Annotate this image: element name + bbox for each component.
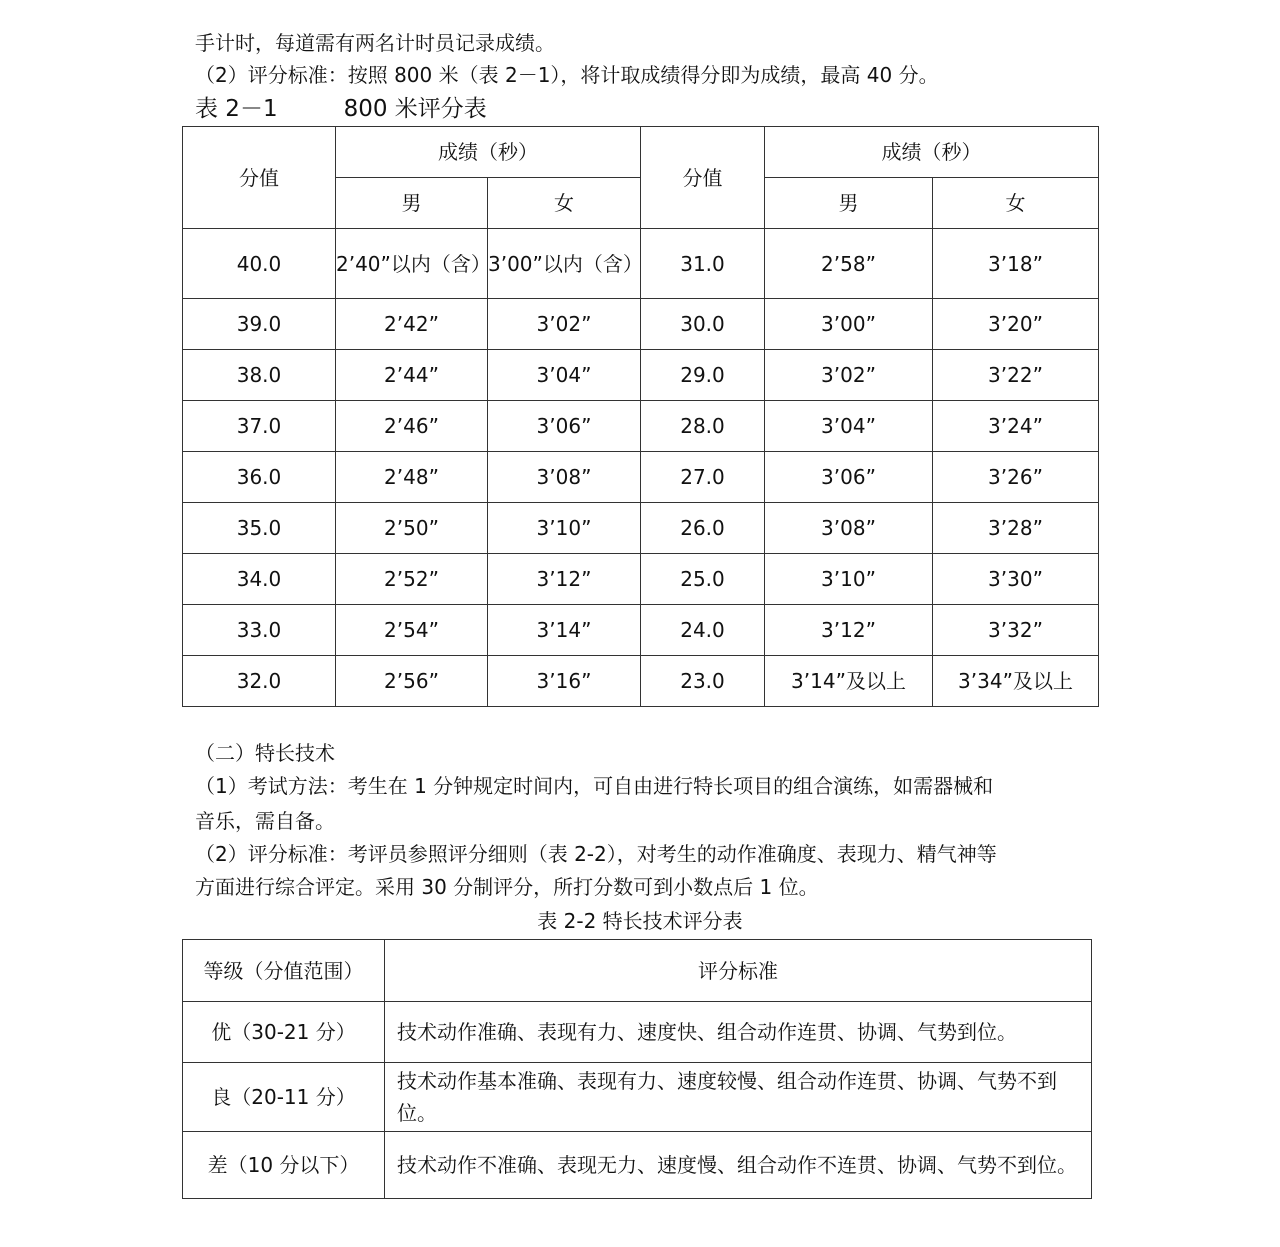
table-row [183,229,1099,299]
score-cell: 23.0 [641,656,765,707]
table-row [183,605,1099,656]
table-row [183,554,1099,605]
female-time-cell: 3’22” [933,350,1099,401]
female-time-cell: 3’02” [488,299,641,350]
table-row [183,503,1099,554]
female-time-cell: 3’16” [488,656,641,707]
female-time-cell: 3’04” [488,350,641,401]
score-cell: 37.0 [183,401,336,452]
female-time-cell: 3’26” [933,452,1099,503]
female-time-cell: 3’08” [488,452,641,503]
male-time-cell: 2’44” [336,350,488,401]
criteria-cell: 技术动作基本准确、表现有力、速度较慢、组合动作连贯、协调、气势不到位。 [385,1063,1092,1132]
male-time-cell: 2’46” [336,401,488,452]
level-cell: 差（10 分以下） [183,1132,385,1199]
score-cell: 31.0 [641,229,765,299]
male-time-cell: 2’42” [336,299,488,350]
method-line-1: （1）考试方法：考生在 1 分钟规定时间内，可自由进行特长项目的组合演练，如需器械和 [195,774,994,798]
criteria-line-1: （2）评分标准：考评员参照评分细则（表 2-2），对考生的动作准确度、表现力、精气神等 [195,842,997,866]
header-score-left: 分值 [183,127,336,229]
male-time-cell: 3’10” [765,554,933,605]
intro-line-2: （2）评分标准：按照 800 米（表 2－1），将计取成绩得分即为成绩，最高 40 分。 [195,63,939,87]
male-time-cell: 2’54” [336,605,488,656]
criteria-line-2: 方面进行综合评定。采用 30 分制评分，所打分数可到小数点后 1 位。 [195,875,819,899]
male-time-cell: 2’56” [336,656,488,707]
female-time-cell: 3’14” [488,605,641,656]
score-cell: 36.0 [183,452,336,503]
score-cell: 34.0 [183,554,336,605]
header-level: 等级（分值范围） [183,940,385,1002]
table-row [183,656,1099,707]
female-time-cell: 3’20” [933,299,1099,350]
score-cell: 25.0 [641,554,765,605]
score-cell: 30.0 [641,299,765,350]
female-time-cell: 3’06” [488,401,641,452]
female-time-cell: 3’18” [933,229,1099,299]
table-row [183,401,1099,452]
male-time-cell: 3’14”及以上 [765,656,933,707]
table-row [183,452,1099,503]
header-score-right: 分值 [641,127,765,229]
male-time-cell: 2’50” [336,503,488,554]
male-time-cell: 3’12” [765,605,933,656]
male-time-cell: 3’08” [765,503,933,554]
score-cell: 33.0 [183,605,336,656]
score-cell: 38.0 [183,350,336,401]
male-time-cell: 3’06” [765,452,933,503]
section2-heading: （二）特长技术 [195,741,335,765]
female-time-cell: 3’34”及以上 [933,656,1099,707]
level-cell: 优（30-21 分） [183,1002,385,1063]
male-time-cell: 2’52” [336,554,488,605]
header-male-right: 男 [765,178,933,229]
score-table-body [183,229,1099,707]
method-line-2: 音乐，需自备。 [195,809,335,833]
score-cell: 24.0 [641,605,765,656]
female-time-cell: 3’24” [933,401,1099,452]
header-result-right: 成绩（秒） [765,127,1099,178]
male-time-cell: 3’04” [765,401,933,452]
female-time-cell: 3’00”以内（含） [488,229,641,299]
score-cell: 28.0 [641,401,765,452]
score-cell: 26.0 [641,503,765,554]
female-time-cell: 3’28” [933,503,1099,554]
score-cell: 29.0 [641,350,765,401]
header-female-left: 女 [488,178,641,229]
table2-caption: 表 2-2 特长技术评分表 [537,909,743,933]
male-time-cell: 2’58” [765,229,933,299]
female-time-cell: 3’12” [488,554,641,605]
male-time-cell: 3’00” [765,299,933,350]
criteria-cell: 技术动作不准确、表现无力、速度慢、组合动作不连贯、协调、气势不到位。 [385,1132,1092,1199]
level-cell: 良（20-11 分） [183,1063,385,1132]
score-cell: 27.0 [641,452,765,503]
header-female-right: 女 [933,178,1099,229]
header-criteria: 评分标准 [385,940,1092,1002]
female-time-cell: 3’32” [933,605,1099,656]
male-time-cell: 2’48” [336,452,488,503]
table1-title [195,94,487,124]
skill-rating-table [182,939,1092,1199]
female-time-cell: 3’30” [933,554,1099,605]
header-result-left: 成绩（秒） [336,127,641,178]
score-cell: 35.0 [183,503,336,554]
header-male-left: 男 [336,178,488,229]
male-time-cell: 2’40”以内（含） [336,229,488,299]
score-cell: 39.0 [183,299,336,350]
score-table-800m [182,126,1099,707]
score-cell: 40.0 [183,229,336,299]
female-time-cell: 3’10” [488,503,641,554]
table1-title-text: 800 米评分表 [343,96,487,122]
intro-line-1: 手计时，每道需有两名计时员记录成绩。 [195,31,555,55]
male-time-cell: 3’02” [765,350,933,401]
table-row [183,350,1099,401]
criteria-cell: 技术动作准确、表现有力、速度快、组合动作连贯、协调、气势到位。 [385,1002,1092,1063]
table1-title-number: 表 2－1 [195,96,278,122]
score-cell: 32.0 [183,656,336,707]
table-row [183,299,1099,350]
